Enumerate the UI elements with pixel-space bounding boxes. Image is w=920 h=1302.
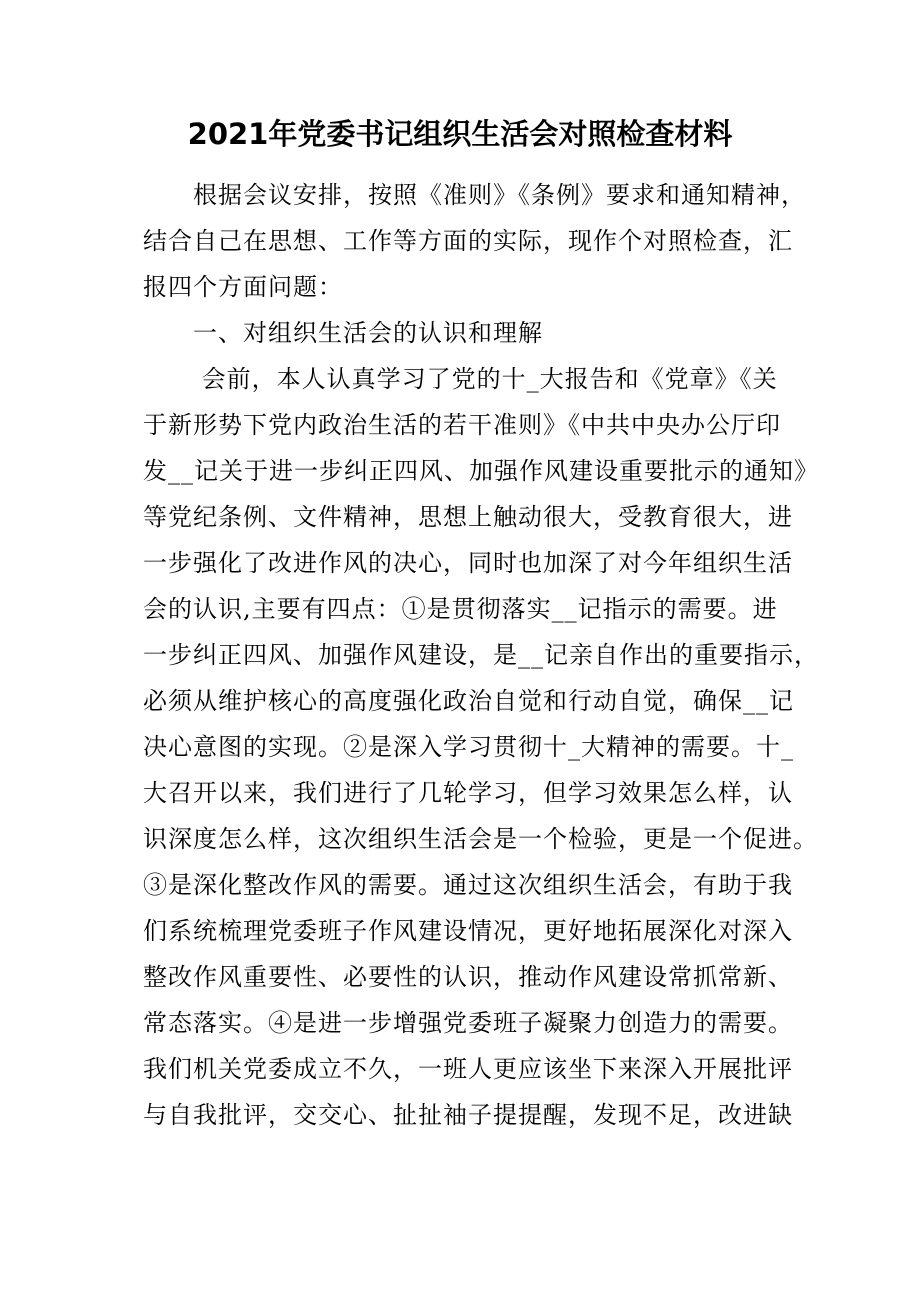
text-line: 决心意图的实现。②是深入学习贯彻十_大精神的需要。十_ [143, 733, 794, 761]
text-line: 大召开以来，我们进行了几轮学习，但学习效果怎么样，认 [143, 779, 793, 807]
text-line: 会前，本人认真学习了党的十_大报告和《党章》《关 [143, 365, 778, 393]
text-line: 一步纠正四风、加强作风建设，是__记亲自作出的重要指示， [143, 641, 819, 669]
text-line: 于新形势下党内政治生活的若干准则》《中共中央办公厅印 [143, 411, 781, 439]
text-line: 与自我批评，交交心、扯扯袖子提提醒，发现不足，改进缺 [143, 1101, 793, 1129]
section-heading: 一、对组织生活会的认识和理解 [143, 319, 543, 347]
text-line: 结合自己在思想、工作等方面的实际，现作个对照检查，汇 [143, 227, 793, 255]
text-line: 报四个方面问题： [143, 273, 343, 301]
text-line: 会的认识,主要有四点：①是贯彻落实__记指示的需要。进 [143, 595, 778, 623]
text-line: 我们机关党委成立不久，一班人更应该坐下来深入开展批评 [143, 1055, 793, 1083]
text-line: 必须从维护核心的高度强化政治自觉和行动自觉，确保__记 [143, 687, 794, 715]
text-line: 根据会议安排，按照《准则》《条例》要求和通知精神， [143, 181, 806, 209]
text-line: 识深度怎么样，这次组织生活会是一个检验，更是一个促进。 [143, 825, 818, 853]
text-line: 发__记关于进一步纠正四风、加强作风建设重要批示的通知》 [143, 457, 819, 485]
text-line: 整改作风重要性、必要性的认识，推动作风建设常抓常新、 [143, 963, 793, 991]
text-line: ③是深化整改作风的需要。通过这次组织生活会，有助于我 [143, 871, 793, 899]
document-title: 2021年党委书记组织生活会对照检查材料 [187, 117, 733, 151]
text-line: 一步强化了改进作风的决心，同时也加深了对今年组织生活 [143, 549, 793, 577]
text-line: 常态落实。④是进一步增强党委班子凝聚力创造力的需要。 [143, 1009, 793, 1037]
text-line: 等党纪条例、文件精神，思想上触动很大，受教育很大，进 [143, 503, 793, 531]
text-line: 们系统梳理党委班子作风建设情况，更好地拓展深化对深入 [143, 917, 793, 945]
